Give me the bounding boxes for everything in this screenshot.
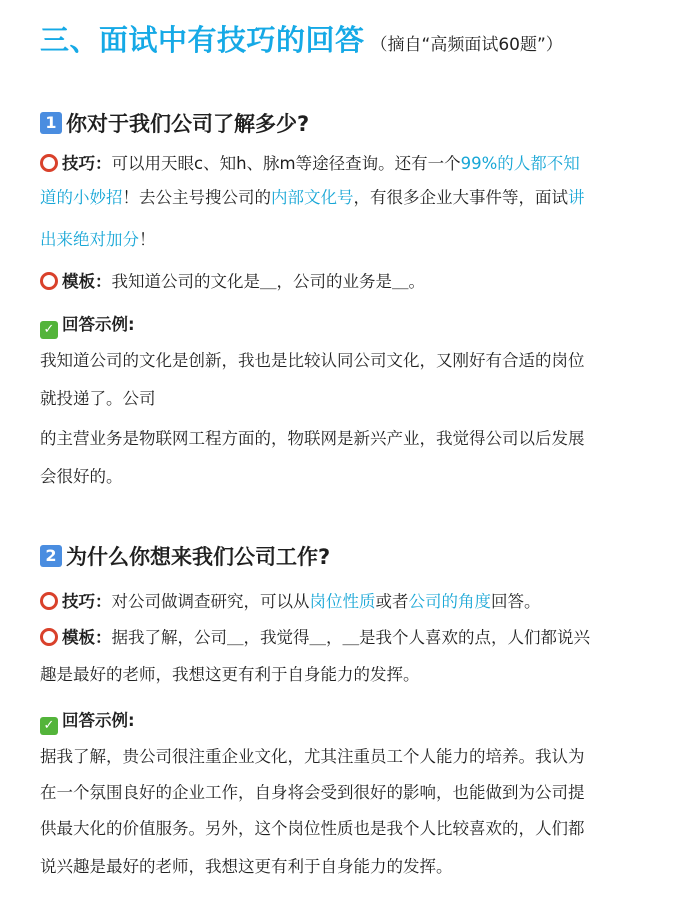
q1-tip-line-2: [40, 184, 660, 208]
q1-tip-highlight: 出来绝对加分: [40, 230, 139, 249]
red-circle-icon: [40, 628, 58, 646]
q1-example-line: 就投递了。公司: [40, 389, 156, 408]
q2-tip-text: 回答。: [491, 592, 541, 611]
q1-example-line: 我知道公司的文化是创新，我也是比较认同公司文化，又刚好有合适的岗位: [40, 351, 585, 370]
q1-tip-label: 技巧：: [62, 154, 112, 173]
q2-example-label: 回答示例:: [62, 711, 135, 730]
question-2-heading: [40, 541, 330, 571]
q1-tip-text: ！: [139, 230, 156, 249]
red-circle-icon: [40, 272, 58, 290]
q2-template-label: 模板：: [62, 628, 112, 647]
q1-tip-highlight: 99%的人都不知: [460, 154, 580, 173]
q1-template-text: 我知道公司的文化是＿，公司的业务是＿。: [111, 272, 425, 291]
q2-template-line-1: [40, 624, 660, 648]
q1-tip-text: 可以用天眼c、知h、脉m等途径查询。还有一个: [111, 154, 461, 173]
q1-example-line: 的主营业务是物联网工程方面的，物联网是新兴产业，我觉得公司以后发展: [40, 429, 585, 448]
q1-tip-line-1: [40, 150, 660, 174]
q1-tip-highlight: 内部文化号: [271, 188, 354, 207]
green-check-icon: ✓: [40, 321, 58, 339]
keycap-number-icon: 1: [40, 112, 62, 134]
section-header: [40, 18, 563, 59]
q1-example-line: 会很好的。: [40, 467, 123, 486]
q2-example-heading: [40, 707, 660, 735]
q2-tip-highlight: 岗位性质: [309, 592, 376, 611]
question-1-heading: [40, 108, 309, 138]
q2-tip-highlight: 公司的角度: [408, 592, 491, 611]
question-1-title: 你对于我们公司了解多少?: [66, 112, 310, 136]
q2-example-line: 说兴趣是最好的老师，我想这更有利于自身能力的发挥。: [40, 857, 453, 876]
q2-template-text: 据我了解，公司＿，我觉得＿，＿是我个人喜欢的点，人们都说兴: [111, 628, 590, 647]
q1-template: [40, 268, 660, 292]
red-circle-icon: [40, 154, 58, 172]
red-circle-icon: [40, 592, 58, 610]
q1-template-label: 模板：: [62, 272, 112, 291]
q2-example-line: 据我了解，贵公司很注重企业文化，尤其注重员工个人能力的培养。我认为: [40, 747, 585, 766]
q1-tip-highlight: 道的小妙招: [40, 188, 123, 207]
keycap-number-icon: 2: [40, 545, 62, 567]
q1-tip-highlight: 讲: [568, 188, 585, 207]
q1-example-heading: [40, 311, 660, 339]
section-subtitle: （摘自“高频面试60题”）: [370, 35, 563, 55]
q2-tip-text: 对公司做调查研究，可以从: [111, 592, 310, 611]
q2-tip-text: 或者: [375, 592, 409, 611]
q2-tip-label: 技巧：: [62, 592, 112, 611]
q2-example-line: 在一个氛围良好的企业工作，自身将会受到很好的影响，也能做到为公司提: [40, 783, 585, 802]
q1-tip-text: ，有很多企业大事件等，面试: [353, 188, 568, 207]
q1-tip-text: ！去公主号搜公司的: [122, 188, 271, 207]
question-2-title: 为什么你想来我们公司工作?: [66, 545, 331, 569]
q2-tip: [40, 588, 660, 612]
q1-tip-line-3: [40, 226, 660, 250]
q2-template-line-2: 趣是最好的老师，我想这更有利于自身能力的发挥。: [40, 665, 420, 684]
q2-example-line: 供最大化的价值服务。另外，这个岗位性质也是我个人比较喜欢的，人们都: [40, 819, 585, 838]
section-title: 三、面试中有技巧的回答: [40, 23, 365, 57]
q1-example-label: 回答示例:: [62, 315, 135, 334]
green-check-icon: ✓: [40, 717, 58, 735]
